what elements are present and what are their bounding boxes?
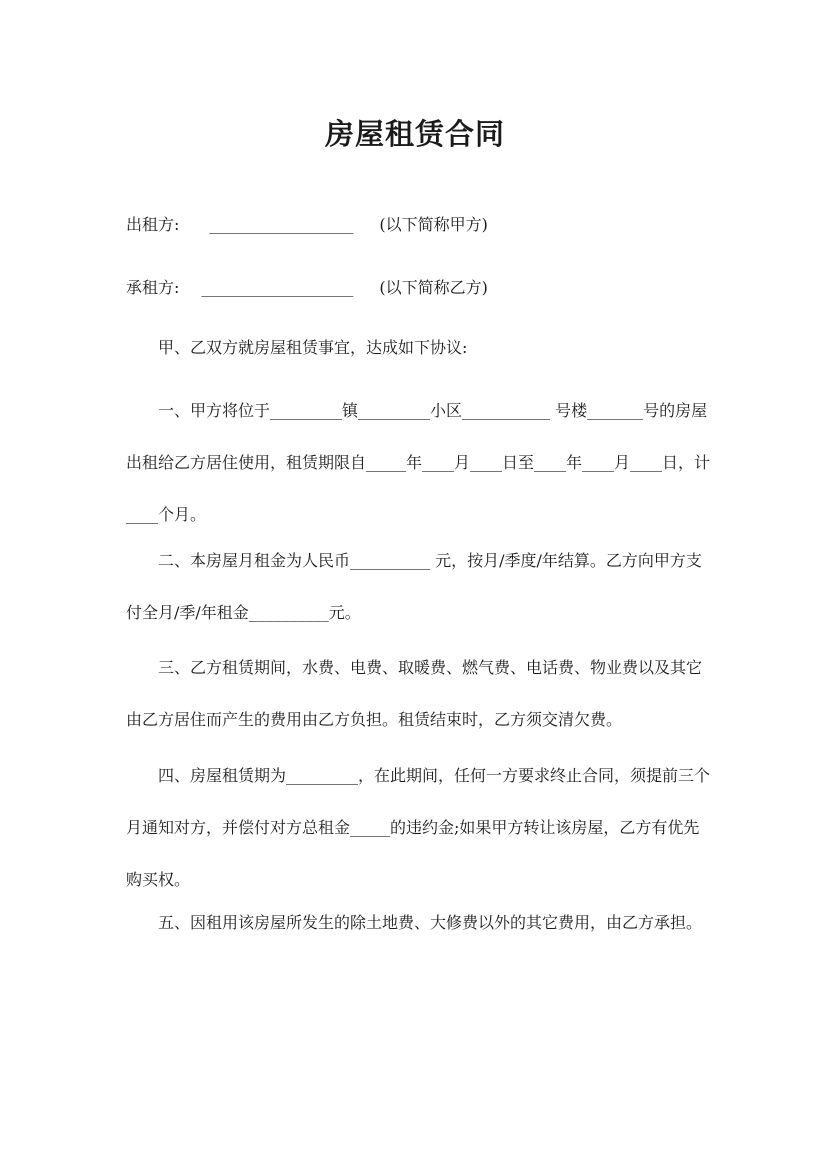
lessor-line bbox=[126, 212, 488, 235]
clause-5: 五、因租用该房屋所发生的除土地费、大修费以外的其它费用，由乙方承担。 bbox=[158, 913, 703, 932]
document-title: 房屋租赁合同 bbox=[324, 117, 505, 151]
lessee-note: (以下简称乙方) bbox=[379, 278, 488, 297]
lessor-blank: __________________ bbox=[209, 215, 354, 234]
clause-3: 三、乙方租赁期间，水费、电费、取暖费、燃气费、电话费、物业费以及其它由乙方居住而产生的费用由乙方负担。租赁结束时，乙方须交清欠费。 bbox=[126, 658, 703, 729]
intro-paragraph: 甲、乙双方就房屋租赁事宜，达成如下协议: bbox=[158, 338, 468, 357]
lessor-label: 出租方: bbox=[126, 215, 180, 234]
lessee-line bbox=[126, 275, 488, 298]
clause-4: 四、房屋租赁期为_________，在此期间，任何一方要求终止合同，须提前三个月通知对方，并偿付对方总租金_____的违约金;如果甲方转让该房屋，乙方有优先购买权。 bbox=[126, 766, 711, 889]
lessee-blank: ___________________ bbox=[201, 278, 354, 297]
lessor-note: (以下简称甲方) bbox=[379, 215, 488, 234]
clause-2: 二、本房屋月租金为人民币__________ 元，按月/季度/年结算。乙方向甲方支付全月/季/年租金__________元。 bbox=[126, 551, 702, 622]
clause-1: 一、甲方将位于_________镇_________小区___________ 号楼_______号的房屋出租给乙方居住使用，租赁期限自_____年____月____日至____年____月____日，计____个月。 bbox=[126, 401, 711, 524]
lessee-label: 承租方: bbox=[126, 278, 180, 297]
